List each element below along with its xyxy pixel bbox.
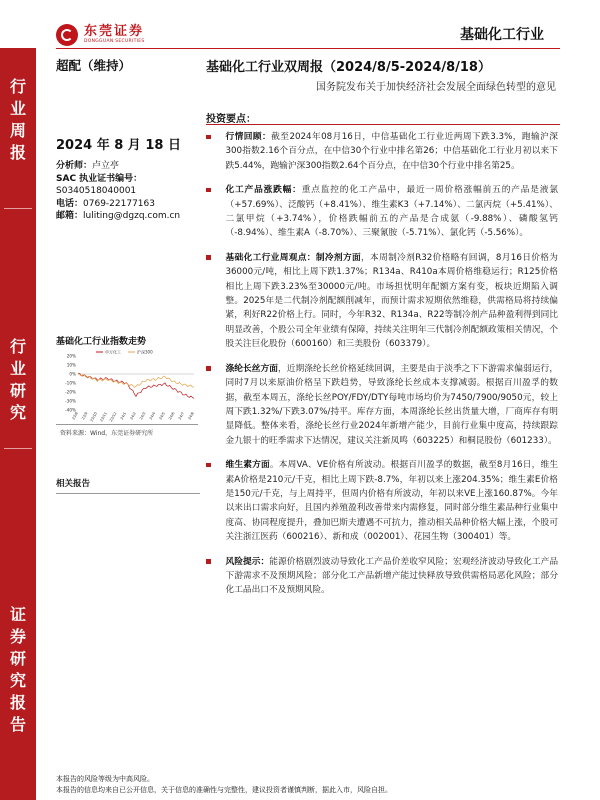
sidebar-section-research: 行 业 研 究 bbox=[9, 337, 26, 422]
chart-source: 资料来源：Wind，东莞证券研究所 bbox=[60, 430, 154, 437]
x-tick-label: 23/9 bbox=[81, 411, 89, 421]
sac-label: SAC 执业证书编号： bbox=[56, 173, 143, 184]
y-tick-label: 0% bbox=[69, 371, 76, 377]
key-points-divider bbox=[206, 124, 560, 125]
x-tick-label: 24/7 bbox=[177, 411, 186, 421]
y-tick-label: -20% bbox=[65, 389, 76, 395]
x-tick-label: 24/5 bbox=[158, 411, 166, 421]
logo-icon bbox=[56, 24, 78, 46]
risk-level-note: 本报告的风险等级为中高风险。 bbox=[56, 775, 154, 783]
bullet-square-icon bbox=[206, 463, 211, 468]
key-point-text: ，本周制冷剂R32价格略有回调，8月16日价格为36000元/吨，相比上周下跌1.37%；R134a、R410a本周价格维稳运行；R125价格相比上周下跌3.23%至30000元/吨。市场担忧明年配额方案有变，板块近期陷入调整。2025年是二代制冷剂配额削减年，而预计需求短期依然维稳，供需格局将持续偏紧，利好R22价格上行。同时，今年R32、R134a、R22等制冷剂产品种盈利得到同比明显改善，个股公司全年业绩有保障，持续关注明年三代制冷剂配额政策相关情况，个股关注巨化股份（600160）和三美股份（603379）。 bbox=[225, 252, 558, 350]
key-point-text: ，近期涤纶长丝价格延续回调，主要是由于淡季之下下游需求偏弱运行，同时7月以来原油价格呈下跌趋势，导致涤纶长丝成本支撑减弱。根据百川盈孚的数据，截至本周五，涤纶长丝POY/FDY/DTY每吨市场均价为7450/7900/9050元，较上周下跌1.32%/下跌3.07%/持平。库存方面，本周涤纶长丝出货量大增，厂商库存有明显降低。整体来看，涤纶长丝行业2024年新增产能少，目前行业集中度高，持续跟踪金九银十的旺季需求下达情况，建议关注新凤鸣（603225）和桐昆股份（601233）。 bbox=[225, 363, 559, 446]
key-point bbox=[206, 251, 558, 352]
legend-label: 申万化工 bbox=[105, 349, 121, 355]
chart-divider bbox=[56, 424, 198, 425]
series-line-1 bbox=[78, 373, 194, 387]
chart-title: 基础化工行业指数走势 bbox=[56, 337, 147, 347]
sidebar-divider bbox=[4, 448, 32, 449]
industry-label: 基础化工行业 bbox=[460, 27, 544, 43]
key-point-text: 重点监控的化工产品中，最近一周价格涨幅前五的产品是液氯（+57.69%）、泛酸钙（+8.41%）、维生素K3（+7.14%）、二氯丙烷（+5.41%）、二氯甲烷（+3.74%），价格跌幅前五的产品是合成氨（-9.88%）、磷酸氢钙（-8.94%）、维生素A（-8.70%）、三聚氰胺（-5.71%）、氯化钙（-5.56%）。 bbox=[225, 185, 559, 239]
x-tick-label: 24/3 bbox=[139, 411, 147, 421]
key-points-list bbox=[206, 130, 558, 598]
related-reports-heading: 相关报告 bbox=[56, 479, 91, 489]
key-point-text: 能源价格剧烈波动导致化工产品价差收窄风险；宏观经济波动导致化工产品下游需求不及预期风险；部分化工产品新增产能过快释放导致供需格局恶化风险；部分化工品出口不及预期风险。 bbox=[225, 556, 559, 596]
sac-number: S0340518040001 bbox=[56, 186, 137, 197]
x-tick-label: 24/8 bbox=[187, 411, 195, 421]
logo-english: DONGGUAN SECURITIES bbox=[84, 39, 145, 45]
report-date: 2024 年 8 月 18 日 bbox=[56, 138, 181, 153]
bullet-square-icon bbox=[206, 135, 211, 140]
report-title: 基础化工行业双周报（2024/8/5-2024/8/18） bbox=[206, 60, 491, 75]
key-point bbox=[206, 458, 558, 544]
key-point-label: 行情回顾： bbox=[225, 132, 272, 142]
x-tick-label: 23/12 bbox=[108, 411, 118, 422]
key-point-label: 涤纶长丝方面 bbox=[225, 363, 279, 374]
x-tick-label: 24/4 bbox=[148, 411, 157, 421]
x-tick-label: 23/8 bbox=[71, 411, 79, 421]
key-point bbox=[206, 555, 558, 598]
sidebar-section-weekly: 行 业 周 报 bbox=[9, 77, 26, 162]
index-trend-chart bbox=[56, 348, 198, 422]
sidebar-divider bbox=[4, 208, 32, 209]
disclaimer bbox=[56, 774, 392, 796]
x-tick-label: 23/10 bbox=[89, 411, 99, 422]
key-point bbox=[206, 183, 558, 241]
email-label: 邮箱： bbox=[56, 211, 84, 222]
x-tick-label: 23/11 bbox=[99, 411, 108, 422]
key-point-text: 截至2024年08月16日，中信基础化工行业近两周下跌3.3%，跑输沪深300指数2.16个百分点，在中信30个行业中排名第26；中信基础化工行业月初以来下跌5.44%，跑输沪深300指数2.64个百分点，在中信30个行业中排名第25。 bbox=[225, 132, 558, 171]
x-tick-label: 24/1 bbox=[119, 411, 128, 421]
y-tick-label: -40% bbox=[65, 407, 76, 413]
key-point-label: 基础化工行业周观点：制冷剂方面 bbox=[225, 252, 362, 263]
phone-label: 电话： bbox=[56, 198, 84, 209]
analyst-info bbox=[56, 160, 180, 223]
key-point-label: 风险提示： bbox=[225, 556, 270, 567]
analyst-label: 分析师： bbox=[56, 161, 93, 171]
key-point bbox=[206, 130, 558, 173]
logo-name: 东莞证券 bbox=[84, 24, 145, 40]
header-divider bbox=[56, 48, 560, 49]
x-tick-label: 24/6 bbox=[168, 411, 176, 421]
email-link[interactable]: luliting@dgzq.com.cn bbox=[83, 211, 181, 222]
phone: 0769-22177163 bbox=[83, 198, 155, 209]
y-tick-label: -10% bbox=[65, 380, 76, 386]
y-tick-label: 10% bbox=[66, 362, 76, 368]
y-tick-label: 20% bbox=[66, 353, 76, 359]
key-points-heading: 投资要点： bbox=[206, 114, 256, 125]
bullet-square-icon bbox=[206, 366, 211, 371]
y-tick-label: -30% bbox=[65, 398, 76, 404]
bullet-square-icon bbox=[206, 559, 211, 564]
bullet-square-icon bbox=[206, 255, 211, 260]
key-point bbox=[206, 362, 558, 448]
key-point-text: 。本周VA、VE价格有所波动。根据百川盈孚的数据，截至8月16日，维生素A价格是210元/千克，相比上周下跌-8.7%，年初以来上涨204.35%；维生素E价格是150元/千克，与上周持平，但周内价格有所波动，年初以来VE上涨160.87%。今年以来出口需求向好，且国内养殖盈利改善带来内需修复，同时部分维生素品种行业集中度高、协同程度提升，叠加巴斯夫遭遇不可抗力，推动相关品种价格大幅上涨，个股可关注浙江医药（600216）、新和成（002001）、花园生物（300401）等。 bbox=[225, 460, 559, 543]
rating: 超配（维持） bbox=[56, 58, 132, 73]
x-tick-label: 24/2 bbox=[129, 411, 137, 421]
key-point-label: 化工产品涨跌幅： bbox=[225, 185, 302, 196]
disclaimer-note: 本报告的信息均来自已公开信息，关于信息的准确性与完整性，建议投资者谨慎判断，据此入市，风险自担。 bbox=[56, 786, 392, 794]
related-divider bbox=[56, 493, 200, 494]
legend-label: 沪深300 bbox=[137, 349, 153, 355]
bullet-square-icon bbox=[206, 188, 211, 193]
sidebar-section-securities: 证 券 研 究 报 告 bbox=[9, 605, 26, 734]
analyst-name: 卢立亭 bbox=[92, 161, 120, 171]
key-point-label: 维生素方面 bbox=[225, 460, 270, 471]
report-subtitle: 国务院发布关于加快经济社会发展全面绿色转型的意见 bbox=[316, 82, 556, 93]
company-logo bbox=[56, 22, 145, 48]
